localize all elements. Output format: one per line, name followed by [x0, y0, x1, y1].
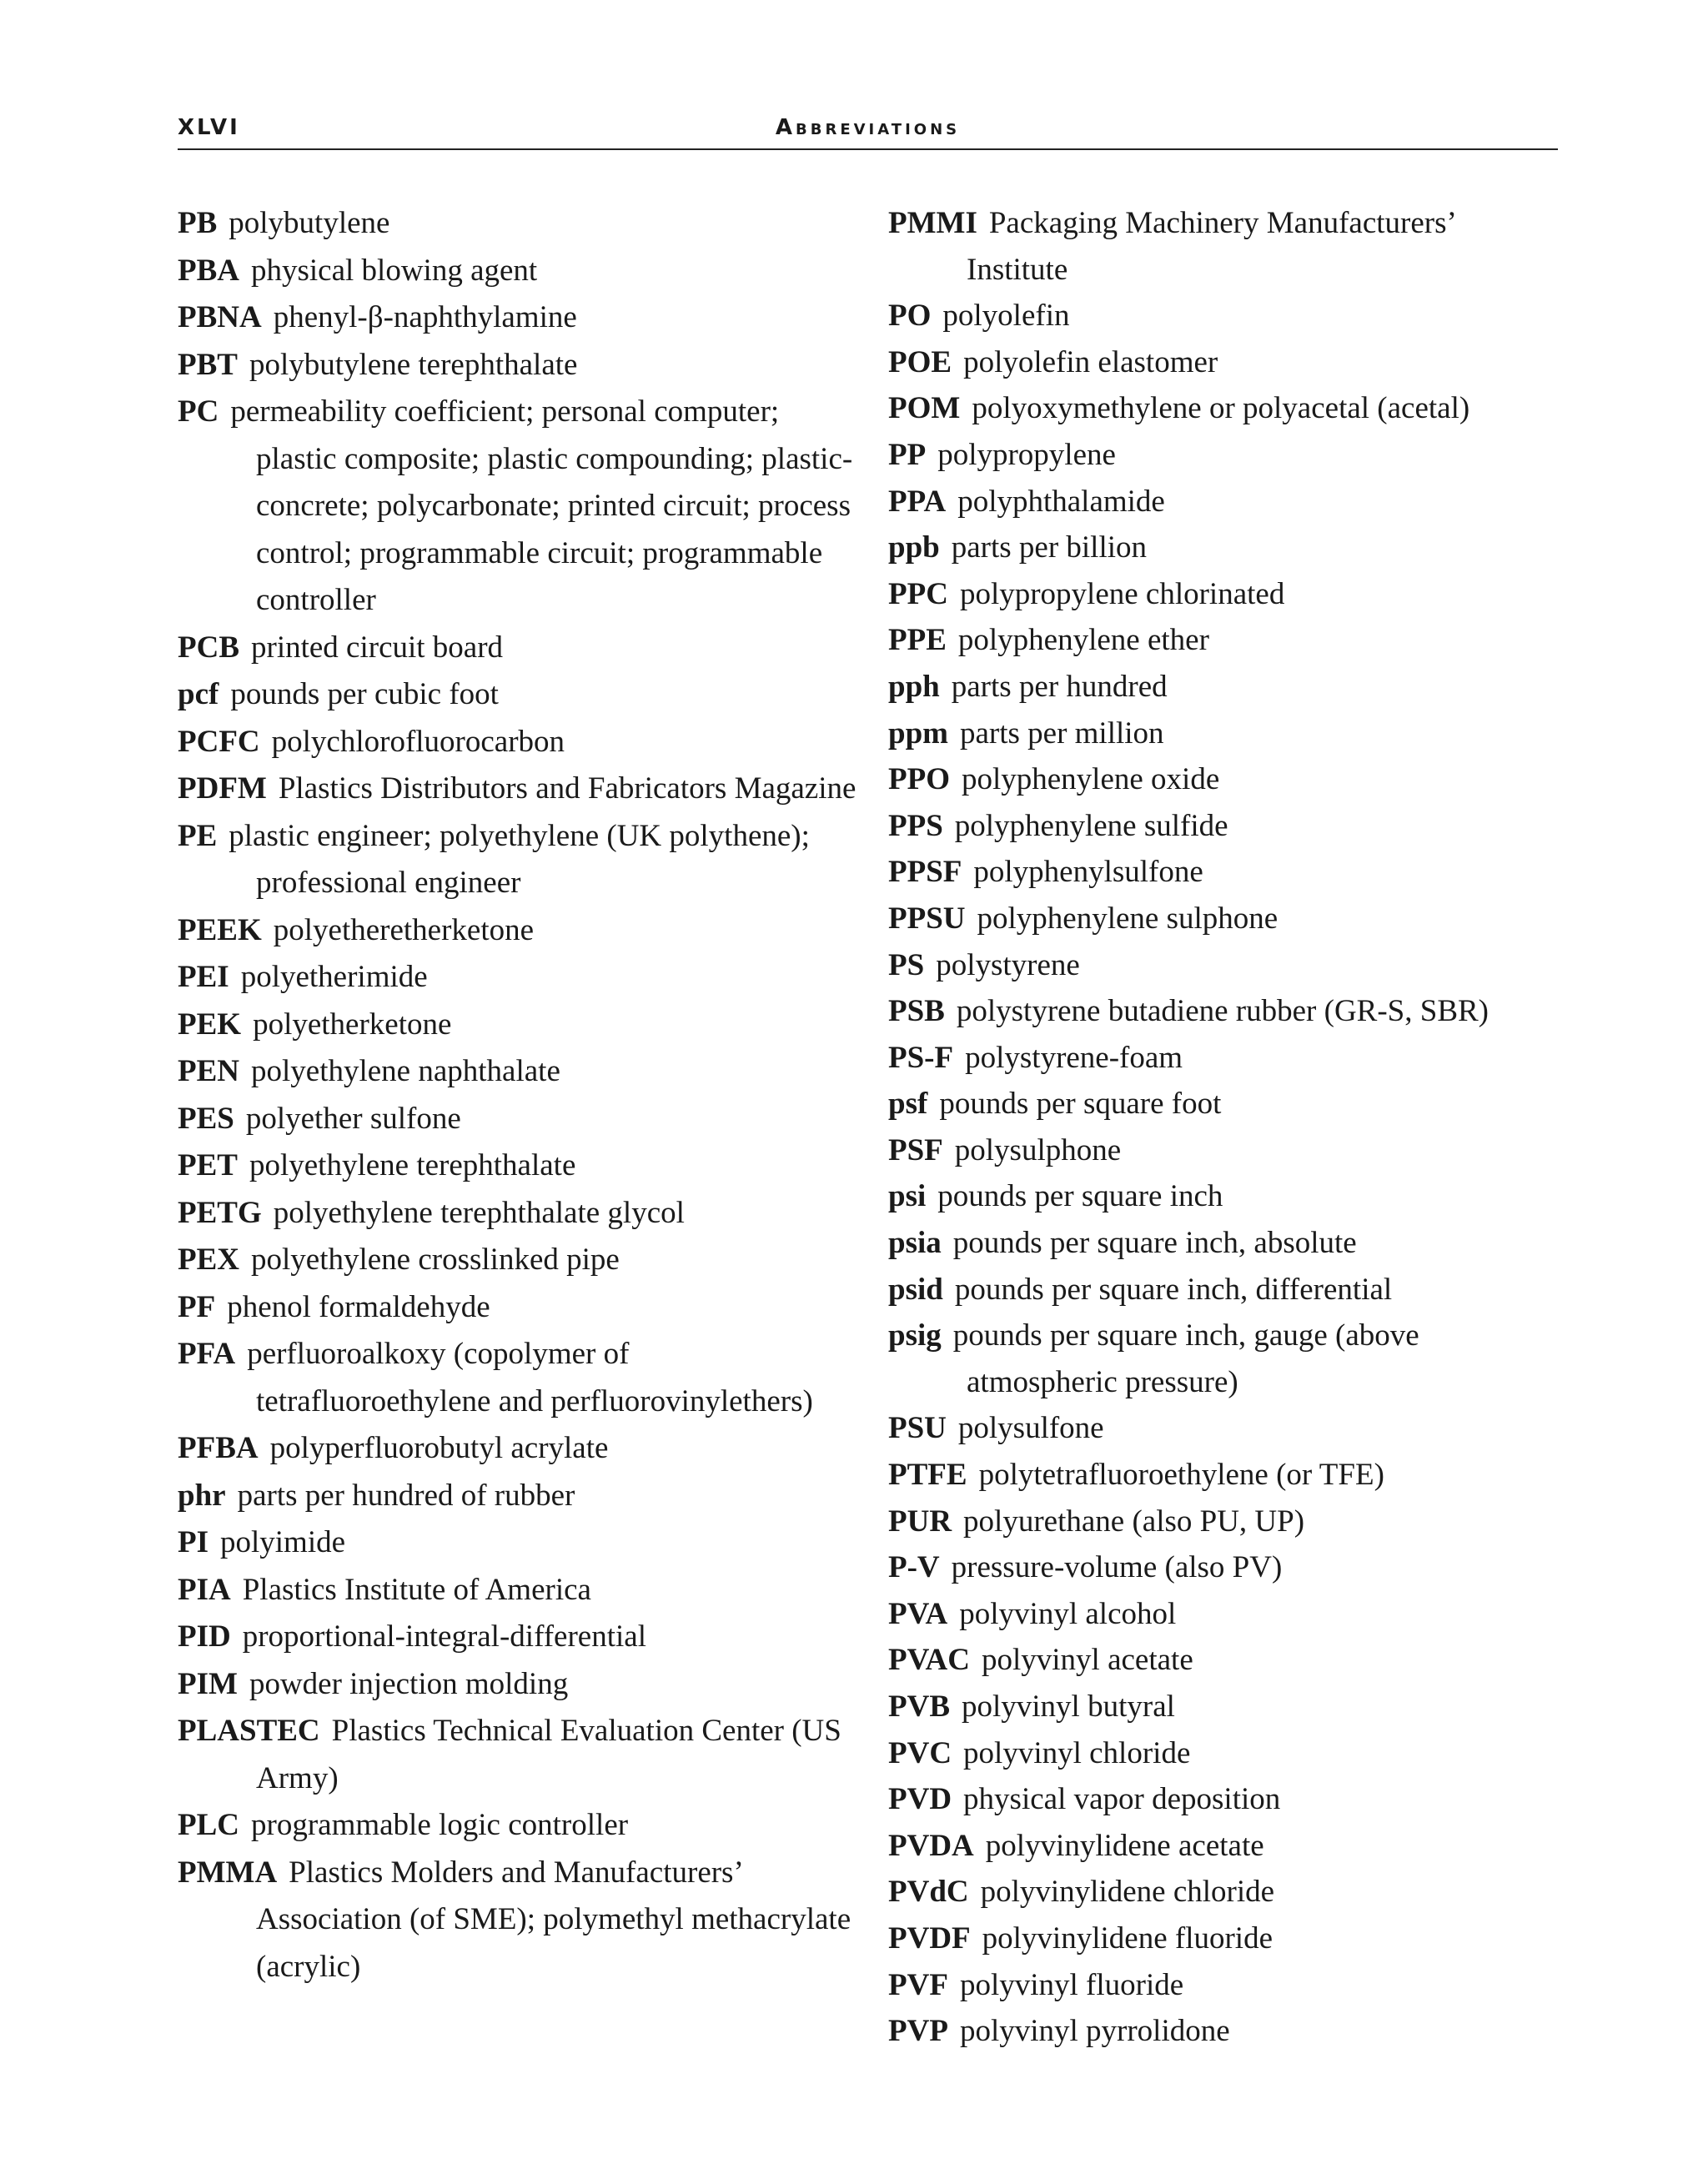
abbreviation-entry: [888, 1081, 1555, 1127]
abbreviation-term: PPO: [888, 762, 950, 797]
abbreviation-term: PSB: [888, 994, 945, 1029]
abbreviation-term: PVC: [888, 1735, 952, 1770]
abbreviation-definition: polypropylene chlorinated: [959, 576, 1285, 611]
abbreviation-term: PLC: [178, 1808, 239, 1842]
abbreviation-entry: [178, 813, 857, 907]
abbreviation-definition: polyvinyl pyrrolidone: [959, 2014, 1230, 2049]
abbreviation-entry: [888, 1823, 1555, 1870]
abbreviation-entry: [178, 671, 857, 719]
abbreviation-definition: polyimide: [220, 1525, 346, 1559]
abbreviation-definition: polystyrene: [936, 947, 1080, 982]
abbreviation-entry: [178, 766, 857, 813]
abbreviation-entry: [178, 625, 857, 672]
abbreviation-entry: [178, 248, 857, 295]
abbreviation-definition: pounds per cubic foot: [230, 677, 499, 711]
abbreviation-entry: [178, 1002, 857, 1049]
abbreviation-term: PID: [178, 1619, 231, 1654]
abbreviation-entry: [178, 389, 857, 625]
abbreviation-term: PB: [178, 206, 218, 240]
abbreviation-entry: [888, 710, 1555, 757]
section-title: Abbreviations: [775, 115, 961, 140]
abbreviation-definition: pressure-volume (also PV): [951, 1550, 1283, 1585]
abbreviation-entry: [888, 1637, 1555, 1684]
abbreviation-term: PDFM: [178, 771, 267, 806]
abbreviation-entry: [888, 1730, 1555, 1777]
abbreviation-term: PVdC: [888, 1875, 969, 1910]
abbreviation-entry: [888, 1962, 1555, 2009]
abbreviation-term: P-V: [888, 1550, 940, 1585]
abbreviation-term: PPA: [888, 484, 947, 519]
abbreviation-term: psia: [888, 1226, 942, 1261]
abbreviation-definition: proportional-integral-differential: [242, 1619, 646, 1654]
abbreviation-term: PVD: [888, 1782, 952, 1817]
abbreviation-term: PVDA: [888, 1828, 974, 1863]
abbreviation-definition: polyvinylidene chloride: [980, 1875, 1275, 1910]
abbreviation-definition: Plastics Technical Evaluation Center (US Army): [256, 1714, 841, 1795]
abbreviation-term: PEEK: [178, 912, 262, 947]
abbreviation-entry: [178, 1142, 857, 1190]
abbreviation-definition: polyolefin: [942, 299, 1070, 334]
abbreviation-entry: [178, 294, 857, 342]
abbreviation-term: PMMA: [178, 1855, 278, 1890]
abbreviation-definition: polystyrene-foam: [965, 1040, 1183, 1075]
abbreviation-entry: [888, 1127, 1555, 1174]
left-column: [178, 200, 857, 1991]
abbreviation-definition: polyvinylidene fluoride: [982, 1920, 1273, 1956]
abbreviation-term: PUR: [888, 1504, 952, 1539]
abbreviation-entry: [178, 1519, 857, 1567]
abbreviation-definition: polyphenylsulfone: [973, 855, 1203, 890]
abbreviation-term: PBNA: [178, 300, 262, 334]
abbreviation-term: PIA: [178, 1572, 231, 1607]
abbreviation-term: PET: [178, 1148, 238, 1182]
abbreviation-definition: polyoxymethylene or polyacetal (acetal): [972, 391, 1470, 426]
abbreviation-term: PVB: [888, 1689, 950, 1724]
abbreviation-term: PCFC: [178, 724, 260, 759]
abbreviation-term: PSF: [888, 1132, 943, 1167]
abbreviation-term: PVAC: [888, 1643, 970, 1678]
abbreviation-definition: polyvinylidene acetate: [985, 1828, 1264, 1863]
abbreviation-term: PPSF: [888, 855, 962, 890]
abbreviation-definition: plastic engineer; polyethylene (UK polythene); professional engineer: [229, 818, 810, 900]
abbreviation-entry: [888, 1544, 1555, 1591]
abbreviation-entry: [178, 1473, 857, 1520]
abbreviation-entry: [178, 1237, 857, 1284]
abbreviation-entry: [888, 1915, 1555, 1962]
abbreviation-term: PPS: [888, 808, 943, 843]
abbreviation-entry: [888, 1220, 1555, 1267]
abbreviation-term: PMMI: [888, 206, 977, 240]
abbreviation-entry: [178, 907, 857, 955]
abbreviation-definition: Plastics Institute of America: [242, 1572, 591, 1607]
abbreviation-entry: [178, 1284, 857, 1332]
abbreviation-definition: polyethylene terephthalate: [249, 1148, 576, 1182]
abbreviation-entry: [888, 1499, 1555, 1545]
abbreviation-entry: [888, 1405, 1555, 1452]
abbreviation-definition: parts per million: [959, 715, 1164, 751]
abbreviation-entry: [888, 617, 1555, 664]
abbreviation-term: PBA: [178, 253, 239, 288]
abbreviation-definition: polyperfluorobutyl acrylate: [269, 1431, 609, 1465]
abbreviation-term: PO: [888, 299, 932, 334]
abbreviation-definition: polyphenylene ether: [957, 623, 1209, 658]
abbreviation-entry: [888, 1776, 1555, 1823]
abbreviation-definition: phenyl-β-naphthylamine: [273, 300, 577, 334]
running-head: [178, 115, 1558, 150]
right-column: [888, 200, 1555, 2055]
abbreviation-entry: [888, 1591, 1555, 1638]
abbreviation-definition: polyvinyl chloride: [963, 1735, 1191, 1770]
abbreviation-entry: [888, 1684, 1555, 1730]
abbreviation-term: PVA: [888, 1596, 948, 1631]
abbreviation-entry: [888, 525, 1555, 571]
abbreviation-term: PI: [178, 1525, 208, 1559]
abbreviation-entry: [178, 1425, 857, 1473]
abbreviation-term: ppb: [888, 530, 940, 565]
abbreviation-entry: [178, 1096, 857, 1143]
abbreviation-entry: [888, 1869, 1555, 1915]
abbreviation-definition: pounds per square inch, differential: [954, 1272, 1393, 1307]
abbreviation-definition: Packaging Machinery Manufacturers’ Institute: [967, 206, 1455, 287]
abbreviation-entry: [178, 1661, 857, 1709]
abbreviation-definition: physical vapor deposition: [963, 1782, 1281, 1817]
abbreviation-definition: printed circuit board: [251, 630, 504, 665]
abbreviation-entry: [888, 942, 1555, 989]
abbreviation-entry: [888, 571, 1555, 618]
abbreviation-term: pph: [888, 669, 940, 704]
abbreviation-definition: powder injection molding: [249, 1666, 569, 1701]
abbreviation-entry: [888, 1173, 1555, 1220]
abbreviation-entry: [178, 719, 857, 766]
abbreviation-term: PES: [178, 1101, 234, 1136]
abbreviation-definition: polyvinyl alcohol: [959, 1596, 1177, 1631]
abbreviation-definition: polyether sulfone: [245, 1101, 461, 1136]
abbreviation-entry: [178, 1850, 857, 1991]
abbreviation-entry: [888, 756, 1555, 803]
page-number: XLVI: [178, 115, 240, 140]
abbreviation-entry: [888, 1267, 1555, 1313]
abbreviation-term: psi: [888, 1179, 927, 1214]
abbreviation-term: POE: [888, 344, 952, 379]
abbreviation-term: PPSU: [888, 901, 966, 936]
abbreviation-definition: polybutylene terephthalate: [249, 347, 578, 382]
abbreviation-definition: polyetheretherketone: [273, 912, 535, 947]
abbreviation-term: ppm: [888, 715, 948, 751]
abbreviation-term: psf: [888, 1087, 928, 1122]
abbreviation-definition: pounds per square inch: [937, 1179, 1223, 1214]
abbreviation-definition: polysulphone: [954, 1132, 1122, 1167]
abbreviation-entry: [888, 2008, 1555, 2055]
abbreviation-term: PLASTEC: [178, 1714, 320, 1748]
abbreviation-definition: polyetherketone: [253, 1007, 452, 1042]
abbreviation-entry: [888, 1452, 1555, 1499]
abbreviation-definition: perfluoroalkoxy (copolymer of tetrafluoroethylene and perfluorovinylethers): [247, 1337, 813, 1418]
abbreviation-term: PEI: [178, 960, 229, 994]
abbreviation-term: pcf: [178, 677, 219, 711]
abbreviation-term: PTFE: [888, 1458, 967, 1493]
abbreviation-term: psid: [888, 1272, 943, 1307]
abbreviation-term: PEX: [178, 1243, 239, 1277]
abbreviation-entry: [178, 1331, 857, 1425]
abbreviation-entry: [178, 1190, 857, 1238]
abbreviation-term: PEN: [178, 1054, 239, 1088]
abbreviation-definition: pounds per square inch, gauge (above atmospheric pressure): [952, 1318, 1419, 1399]
abbreviation-definition: polysulfone: [957, 1411, 1104, 1446]
abbreviation-definition: polypropylene: [937, 437, 1116, 472]
abbreviation-entry: [888, 849, 1555, 896]
abbreviation-definition: polyolefin elastomer: [963, 344, 1218, 379]
abbreviation-term: PPC: [888, 576, 948, 611]
abbreviation-entry: [178, 954, 857, 1002]
abbreviation-term: PFA: [178, 1337, 236, 1371]
abbreviation-term: PS-F: [888, 1040, 954, 1075]
abbreviation-entry: [888, 664, 1555, 710]
abbreviation-term: PCB: [178, 630, 239, 665]
abbreviation-term: PIM: [178, 1666, 238, 1701]
abbreviation-definition: polyphthalamide: [957, 484, 1165, 519]
abbreviation-term: psig: [888, 1318, 942, 1353]
abbreviation-definition: polyetherimide: [240, 960, 428, 994]
abbreviation-term: phr: [178, 1478, 226, 1513]
abbreviation-definition: parts per hundred of rubber: [237, 1478, 575, 1513]
abbreviation-definition: pounds per square foot: [939, 1087, 1222, 1122]
abbreviation-entry: [888, 988, 1555, 1035]
abbreviation-entry: [888, 803, 1555, 850]
abbreviation-definition: polyurethane (also PU, UP): [963, 1504, 1305, 1539]
abbreviation-entry: [888, 479, 1555, 525]
abbreviation-definition: polychlorofluorocarbon: [271, 724, 565, 759]
abbreviation-definition: polyvinyl fluoride: [959, 1967, 1184, 2002]
abbreviation-entry: [178, 342, 857, 389]
abbreviation-definition: Plastics Distributors and Fabricators Magazine: [278, 771, 857, 806]
abbreviation-term: PPE: [888, 623, 947, 658]
abbreviation-term: PVF: [888, 1967, 948, 2002]
abbreviation-definition: polyethylene terephthalate glycol: [273, 1195, 685, 1230]
abbreviation-entry: [178, 200, 857, 248]
abbreviation-term: PFBA: [178, 1431, 259, 1465]
abbreviation-definition: pounds per square inch, absolute: [952, 1226, 1357, 1261]
abbreviation-entry: [178, 1802, 857, 1850]
abbreviation-definition: polytetrafluoroethylene (or TFE): [978, 1458, 1384, 1493]
abbreviation-term: PVP: [888, 2014, 948, 2049]
abbreviation-term: PF: [178, 1289, 216, 1324]
abbreviation-definition: parts per billion: [951, 530, 1148, 565]
abbreviation-entry: [888, 200, 1555, 293]
abbreviation-term: PVDF: [888, 1920, 971, 1956]
abbreviation-term: PE: [178, 818, 218, 853]
abbreviation-entry: [178, 1614, 857, 1661]
abbreviation-term: PBT: [178, 347, 238, 382]
abbreviation-definition: polystyrene butadiene rubber (GR-S, SBR): [956, 994, 1489, 1029]
abbreviation-term: PETG: [178, 1195, 262, 1230]
abbreviation-definition: polyethylene crosslinked pipe: [251, 1243, 620, 1277]
abbreviation-definition: polyphenylene oxide: [961, 762, 1220, 797]
abbreviation-definition: polyphenylene sulfide: [954, 808, 1228, 843]
abbreviation-term: PEK: [178, 1007, 242, 1042]
abbreviation-entry: [178, 1567, 857, 1614]
abbreviation-definition: Plastics Molders and Manufacturers’ Association (of SME); polymethyl methacrylate (acrylic): [256, 1855, 851, 1984]
abbreviation-definition: parts per hundred: [951, 669, 1168, 704]
abbreviation-entry: [888, 1313, 1555, 1405]
abbreviation-term: POM: [888, 391, 961, 426]
abbreviation-entry: [888, 1035, 1555, 1082]
abbreviation-definition: phenol formaldehyde: [227, 1289, 490, 1324]
abbreviation-term: PC: [178, 394, 219, 429]
abbreviation-entry: [888, 293, 1555, 339]
abbreviation-definition: physical blowing agent: [251, 253, 538, 288]
abbreviation-definition: programmable logic controller: [251, 1808, 629, 1842]
abbreviation-entry: [178, 1708, 857, 1802]
abbreviation-entry: [888, 385, 1555, 432]
abbreviation-definition: polybutylene: [229, 206, 390, 240]
abbreviation-entry: [888, 432, 1555, 479]
abbreviation-entry: [888, 896, 1555, 942]
abbreviation-entry: [888, 339, 1555, 386]
abbreviation-term: PSU: [888, 1411, 947, 1446]
abbreviation-definition: permeability coefficient; personal computer; plastic composite; plastic compounding; plastic-concrete; polycarbonate; printed circuit; process control; programmable circuit; programmable controller: [230, 394, 853, 617]
abbreviation-term: PS: [888, 947, 925, 982]
abbreviation-definition: polyvinyl acetate: [982, 1643, 1193, 1678]
abbreviation-definition: polyvinyl butyral: [962, 1689, 1175, 1724]
abbreviation-term: PP: [888, 437, 927, 472]
abbreviation-entry: [178, 1048, 857, 1096]
abbreviation-definition: polyethylene naphthalate: [251, 1054, 560, 1088]
abbreviation-definition: polyphenylene sulphone: [977, 901, 1278, 936]
